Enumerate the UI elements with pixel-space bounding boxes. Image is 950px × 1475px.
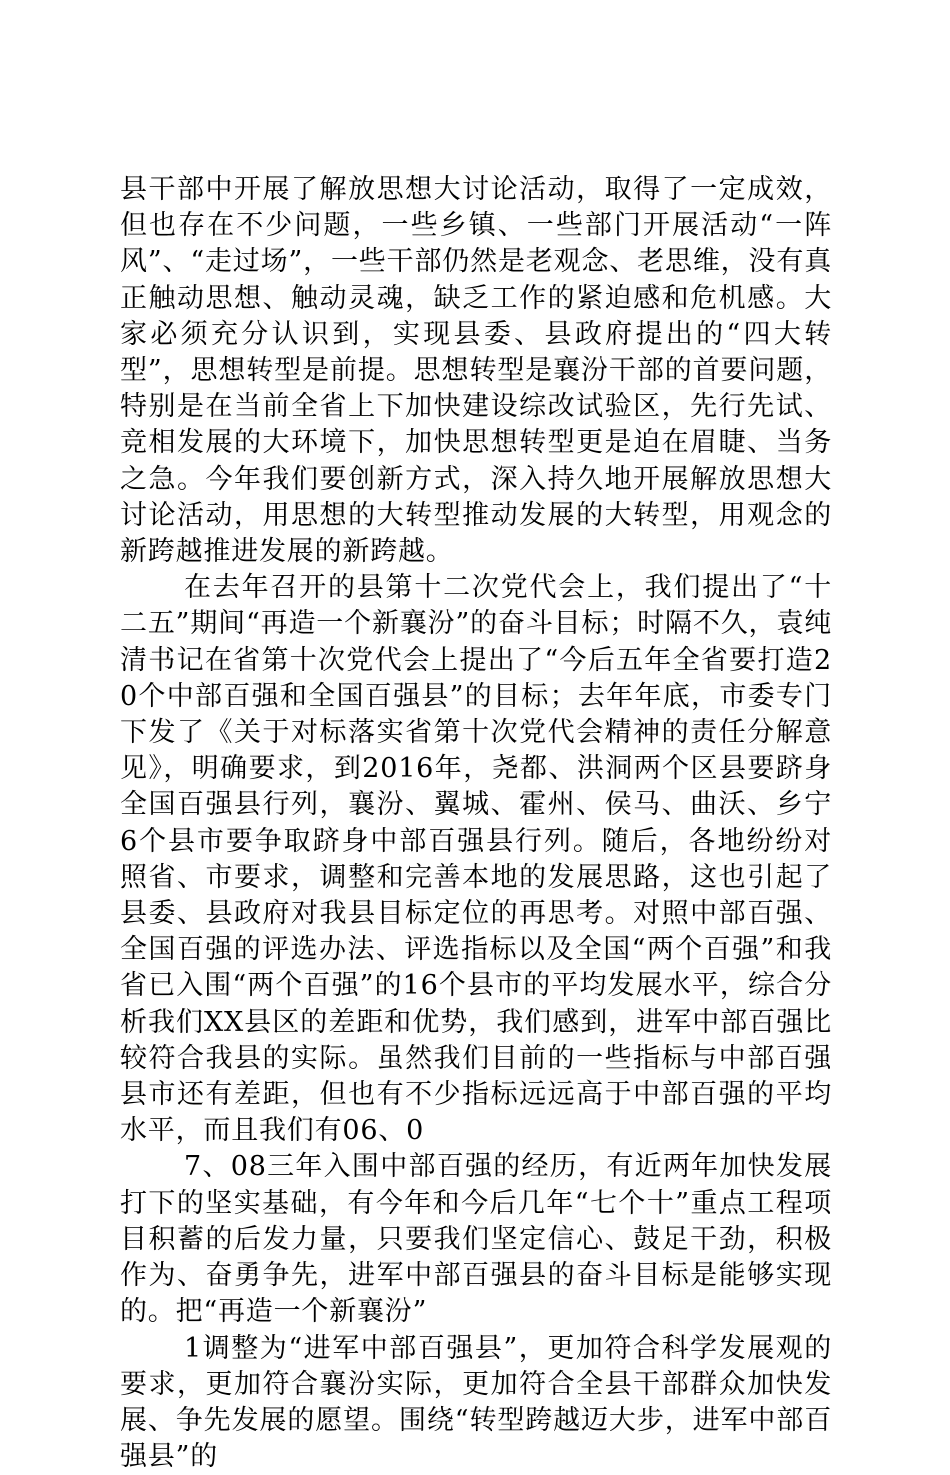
- paragraph-2: 在去年召开的县第十二次党代会上，我们提出了“十二五”期间“再造一个新襄汾”的奋斗目标；时隔不久，袁纯清书记在省第十次党代会上提出了“今后五年全省要打造20个中部百强和全国百强县”的目标；去年年底，市委专门下发了《关于对标落实省第十次党代会精神的责任分解意见》，明确要求，到2016年，尧都、洪洞两个区县要跻身全国百强县行列，襄汾、翼城、霍州、侯马、曲沃、乡宁6个县市要争取跻身中部百强县行列。随后，各地纷纷对照省、市要求，调整和完善本地的发展思路，这也引起了县委、县政府对我县目标定位的再思考。对照中部百强、全国百强的评选办法、评选指标以及全国“两个百强”和我省已入围“两个百强”的16个县市的平均发展水平，综合分析我们XX县区的差距和优势，我们感到，进军中部百强比较符合我县的实际。虽然我们目前的一些指标与中部百强县市还有差距，但也有不少指标远远高于中部百强的平均水平，而且我们有06、0: [120, 570, 832, 1149]
- paragraph-3: 7、08三年入围中部百强的经历，有近两年加快发展打下的坚实基础，有今年和今后几年“七个十”重点工程项目积蓄的后发力量，只要我们坚定信心、鼓足干劲，积极作为、奋勇争先，进军中部百强县的奋斗目标是能够实现的。把“再造一个新襄汾”: [120, 1149, 832, 1330]
- paragraph-1: 县干部中开展了解放思想大讨论活动，取得了一定成效，但也存在不少问题，一些乡镇、一些部门开展活动“一阵风”、“走过场”，一些干部仍然是老观念、老思维，没有真正触动思想、触动灵魂，缺乏工作的紧迫感和危机感。大家必须充分认识到，实现县委、县政府提出的“四大转型”，思想转型是前提。思想转型是襄汾干部的首要问题，特别是在当前全省上下加快建设综改试验区，先行先试、竞相发展的大环境下，加快思想转型更是迫在眉睫、当务之急。今年我们要创新方式，深入持久地开展解放思想大讨论活动，用思想的大转型推动发展的大转型，用观念的新跨越推进发展的新跨越。: [120, 172, 832, 570]
- document-page: [120, 172, 832, 1475]
- paragraph-4: 1调整为“进军中部百强县”，更加符合科学发展观的要求，更加符合襄汾实际，更加符合全县干部群众加快发展、争先发展的愿望。围绕“转型跨越迈大步，进军中部百强县”的: [120, 1331, 832, 1475]
